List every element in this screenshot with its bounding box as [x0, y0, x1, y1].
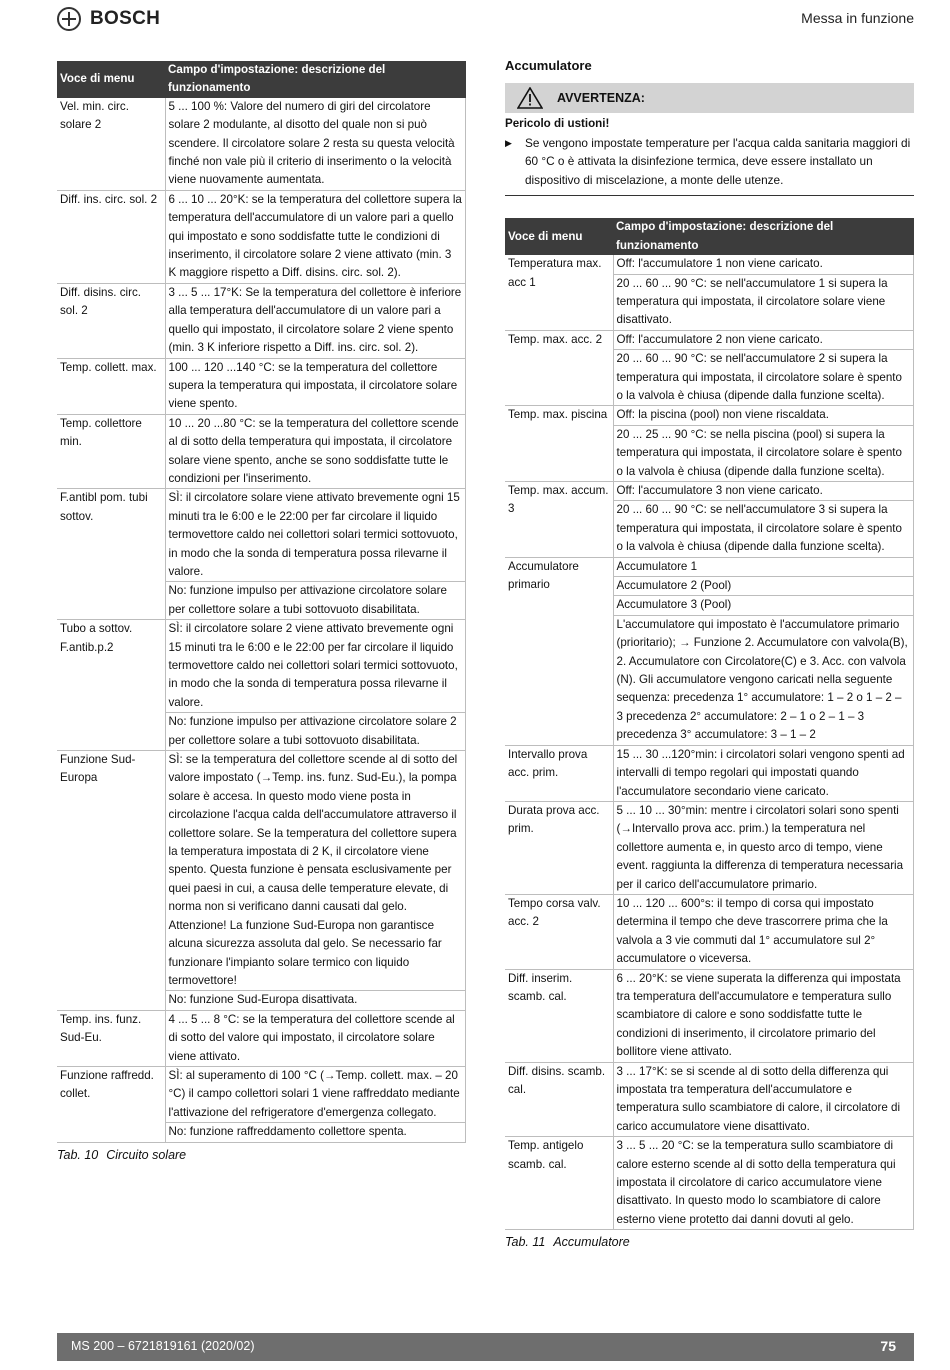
table-row [505, 557, 914, 576]
menu-item-cell: Temp. max. piscina [505, 406, 613, 482]
description-cell: No: funzione Sud-Europa disattivata. [165, 991, 466, 1010]
description-cell: 20 ... 60 ... 90 °C: se nell'accumulatore 2 si supera la temperatura qui impostata, il circolatore solare è spento o la valvola è chiusa (dipende dalla funzione scelta). [613, 350, 914, 406]
table-row [57, 98, 466, 191]
menu-item-cell: Temperatura max. acc 1 [505, 255, 613, 330]
description-cell: 6 ... 20°K: se viene superata la differenza qui impostata tra temperatura dell'accumulatore e temperatura sullo scambiatore di calore e sono soddisfatte tutte le condizioni di inserimento, il circolatore primario del bollitore viene attivato. [613, 969, 914, 1062]
caption-number: Tab. 10 [57, 1147, 99, 1162]
description-cell: SÌ: il circolatore solare viene attivato brevemente ogni 15 minuti tra le 6:00 e le 22:00 per far circolare il liquido termovettore caldo nei collettori solari termici sottovuoto, in modo che la sonda di temperatura possa rilevarne il valore. [165, 489, 466, 582]
description-cell: SÌ: se la temperatura del collettore scende al di sotto del valore impostato (→Temp. ins. funz. Sud-Eu.), la pompa solare è accesa. In questo modo viene posta in circolazione l'acqua calda dell'accumulatore attraverso il collettore solare. Se la temperatura del collettore supera la temperatura impostata di 2 K, il circolatore viene spento. Questa funzione è pensata esclusivamente per quei paesi in cui, a causa delle temperature elevate, di norma non si verificano danni causati dal gelo. Attenzione! La funzione Sud-Europa non garantisce alcuna sicurezza assoluta dal gelo. Se necessario far funzionare l'impianto solare termico con liquido termovettore! [165, 751, 466, 991]
table-caption [57, 1146, 466, 1164]
menu-item-cell: Diff. ins. circ. sol. 2 [57, 190, 165, 283]
table-row [505, 894, 914, 969]
description-cell: 6 ... 10 ... 20°K: se la temperatura del collettore supera la temperatura dell'accumulatore di un valore pari a quello qui impostato e sono soddisfatte tutte le condizioni di inserimento, il circolatore solare 2 viene attivato (min. 3 K maggiore rispetto a Diff. disins. circ. sol. 2). [165, 190, 466, 283]
menu-item-cell: Temp. max. acc. 2 [505, 330, 613, 406]
table-row [505, 406, 914, 425]
description-cell: SÌ: il circolatore solare 2 viene attivato brevemente ogni 15 minuti tra le 6:00 e le 22:00 per far circolare il liquido termovettore caldo nei collettori solari termici sottovuoto, in modo che la sonda di temperatura possa rilevarne il valore. [165, 620, 466, 713]
description-cell: Accumulatore 1 [613, 557, 914, 576]
right-column [505, 57, 914, 1252]
description-cell: 3 ... 5 ... 20 °C: se la temperatura sullo scambiatore di calore esterno scende al di sotto della temperatura qui impostata il circolatore di carico accumulatore viene disattivato. In questo modo lo scambiatore di calore esterno viene protetto dai danni dovuti al gelo. [613, 1137, 914, 1230]
description-cell: Off: l'accumulatore 2 non viene caricato. [613, 330, 914, 349]
page-number: 75 [880, 1338, 896, 1354]
bosch-armature-icon [57, 7, 81, 31]
menu-item-cell: Tempo corsa valv. acc. 2 [505, 894, 613, 969]
description-cell: 10 ... 120 ... 600°s: il tempo di corsa qui impostato determina il tempo che deve trascorrere prima che la valvola a 3 vie commuti dal 1° accumulatore sul 2° accumulatore o viceversa. [613, 894, 914, 969]
menu-item-cell: Temp. max. accum. 3 [505, 482, 613, 558]
menu-item-cell: Funzione Sud-Europa [57, 751, 165, 1011]
danger-text: Pericolo di ustioni! [505, 117, 610, 131]
description-cell: 3 ... 5 ... 17°K: Se la temperatura del collettore è inferiore alla temperatura dell'accumulatore di un valore pari a quello qui impostato, il circolatore solare 2 viene spento (min. 3 K inferiore rispetto a Diff. ins. circ. sol. 2). [165, 283, 466, 358]
table-row [505, 745, 914, 801]
menu-item-cell: Temp. collettore min. [57, 414, 165, 489]
caption-text: Circuito solare [106, 1147, 187, 1162]
menu-item-cell: Temp. ins. funz. Sud-Eu. [57, 1010, 165, 1066]
table-row [505, 1062, 914, 1137]
menu-item-cell: Temp. antigelo scamb. cal. [505, 1137, 613, 1230]
col-header-desc: Campo d'impostazione: descrizione del funzionamento [165, 61, 466, 98]
description-cell: No: funzione impulso per attivazione circolatore solare per collettore solare a tubi sottovuoto disabilitata. [165, 582, 466, 620]
description-cell: 100 ... 120 ...140 °C: se la temperatura del collettore supera la temperatura qui impostata, il circolatore solare viene spento. [165, 358, 466, 414]
menu-item-cell: Tubo a sottov. F.antib.p.2 [57, 620, 165, 751]
menu-item-cell: Temp. collett. max. [57, 358, 165, 414]
menu-item-cell: Vel. min. circ. solare 2 [57, 98, 165, 191]
accumulator-heading: Accumulatore [505, 58, 592, 73]
table-row [57, 190, 466, 283]
brand-name: BOSCH [90, 8, 161, 29]
menu-item-cell: Accumulatore primario [505, 557, 613, 745]
warning-label: AVVERTENZA: [557, 91, 645, 106]
accumulator-table-body [505, 255, 914, 1230]
caption-text: Accumulatore [553, 1235, 630, 1250]
warning-bar [505, 83, 914, 113]
description-cell: 10 ... 20 ...80 °C: se la temperatura del collettore scende al di sotto della temperatura qui impostata, il circolatore solare viene spento, anche se sono soddisfatte tutte le condizioni per l'inserimento. [165, 414, 466, 489]
menu-item-cell: Diff. disins. circ. sol. 2 [57, 283, 165, 358]
table-row [57, 620, 466, 713]
table-row [505, 330, 914, 349]
table-row [57, 751, 466, 991]
description-cell: 20 ... 60 ... 90 °C: se nell'accumulatore 3 si supera la temperatura qui impostata, il circolatore solare è spento o la valvola è chiusa (dipende dalla funzione scelta). [613, 501, 914, 557]
table-row [57, 1010, 466, 1066]
description-cell: 4 ... 5 ... 8 °C: se la temperatura del collettore scende al di sotto del valore qui impostato, il circolatore solare viene attivato. [165, 1010, 466, 1066]
menu-item-cell: F.antibl pom. tubi sottov. [57, 489, 165, 620]
description-cell: Off: l'accumulatore 1 non viene caricato. [613, 255, 914, 274]
menu-item-cell: Diff. inserim. scamb. cal. [505, 969, 613, 1062]
menu-item-cell: Funzione raffredd. collet. [57, 1066, 165, 1142]
table-row [57, 358, 466, 414]
description-cell: 5 ... 10 ... 30°min: mentre i circolatori solari sono spenti (→Intervallo prova acc. prim.) la temperatura nel collettore aumenta e, in questo arco di tempo, viene event. raggiunta la differenza di temperatura necessaria per il carico dell'accumulatore primario. [613, 801, 914, 894]
description-cell: 5 ... 100 %: Valore del numero di giri del circolatore solare 2 modulante, al disotto del quale non si può scendere. Il circolatore solare 2 resta su questa velocità finché non vale più il criterio di inserimento o la velocità viene nuovamente aumentata. [165, 98, 466, 191]
description-cell: Accumulatore 3 (Pool) [613, 596, 914, 615]
table-caption [505, 1233, 914, 1251]
table-row [57, 489, 466, 582]
menu-item-cell: Durata prova acc. prim. [505, 801, 613, 894]
table-row [57, 414, 466, 489]
table-row [505, 482, 914, 501]
description-cell: L'accumulatore qui impostato è l'accumulatore primario (prioritario); → Funzione 2. Accumulatore con valvola(B), 2. Accumulatore con Circolatore(C) e 3. Acc. con valvola (N). Gli accumulatore vengono caricati nella seguente sequenza: precedenza 1° accumulatore: 1 – 2 o 1 – 2 – 3 precedenza 2° accumulatore: 2 – 1 o 2 – 1 – 3 precedenza 3° accumulatore: 3 – 1 – 2 [613, 615, 914, 745]
solar-circuit-table-body [57, 98, 466, 1142]
menu-item-cell: Diff. disins. scamb. cal. [505, 1062, 613, 1137]
warning-instruction-text: Se vengono impostate temperature per l'acqua calda sanitaria maggiori di 60 °C o è attivata la disinfezione termica, deve essere installato un dispositivo di miscelazione, a monte delle utenze. [525, 135, 911, 187]
document-id: MS 200 – 6721819161 (2020/02) [71, 1339, 255, 1353]
left-column [57, 61, 466, 1164]
description-cell: 20 ... 25 ... 90 °C: se nella piscina (pool) si supera la temperatura qui impostata, il circolatore solare è spento o la valvola è chiusa (dipende dalla funzione scelta). [613, 425, 914, 481]
caption-number: Tab. 11 [505, 1235, 546, 1250]
description-cell: No: funzione impulso per attivazione circolatore solare 2 per collettore solare a tubi sottovuoto disabilitata. [165, 713, 466, 751]
bosch-logo [57, 7, 160, 31]
description-cell: 15 ... 30 ...120°min: i circolatori solari vengono spenti ad intervalli di tempo regolari qui impostati quando l'accumulatore secondario viene caricato. [613, 745, 914, 801]
table-row [505, 1137, 914, 1230]
description-cell: SÌ: al superamento di 100 °C (→Temp. collett. max. – 20 °C) il campo collettori solari 1 viene raffreddato mediante l'attivazione del refrigeratore d'emergenza collegato. [165, 1066, 466, 1122]
description-cell: No: funzione raffreddamento collettore spenta. [165, 1123, 466, 1142]
table-row [505, 801, 914, 894]
section-title: Messa in funzione [801, 10, 914, 26]
description-cell: Off: l'accumulatore 3 non viene caricato. [613, 482, 914, 501]
accumulator-table [505, 218, 914, 1230]
description-cell: 3 ... 17°K: se si scende al di sotto della differenza qui impostata tra temperatura dell'accumulatore e temperatura sullo scambiatore di calore, il circolatore di carico accumulatore viene disattivato. [613, 1062, 914, 1137]
col-header-menu: Voce di menu [505, 218, 613, 255]
table-row [505, 969, 914, 1062]
bullet-arrow-icon: ▶ [505, 137, 512, 148]
footer-bar [57, 1333, 914, 1361]
warning-triangle-icon [517, 87, 543, 109]
table-row [505, 255, 914, 274]
description-cell: Accumulatore 2 (Pool) [613, 577, 914, 596]
menu-item-cell: Intervallo prova acc. prim. [505, 745, 613, 801]
table-row [57, 283, 466, 358]
warning-instruction [505, 134, 914, 190]
col-header-menu: Voce di menu [57, 61, 165, 98]
solar-circuit-table [57, 61, 466, 1143]
description-cell: Off: la piscina (pool) non viene riscaldata. [613, 406, 914, 425]
col-header-desc: Campo d'impostazione: descrizione del funzionamento [613, 218, 914, 255]
table-row [57, 1066, 466, 1122]
description-cell: 20 ... 60 ... 90 °C: se nell'accumulatore 1 si supera la temperatura qui impostata, il circolatore solare viene disattivato. [613, 274, 914, 330]
